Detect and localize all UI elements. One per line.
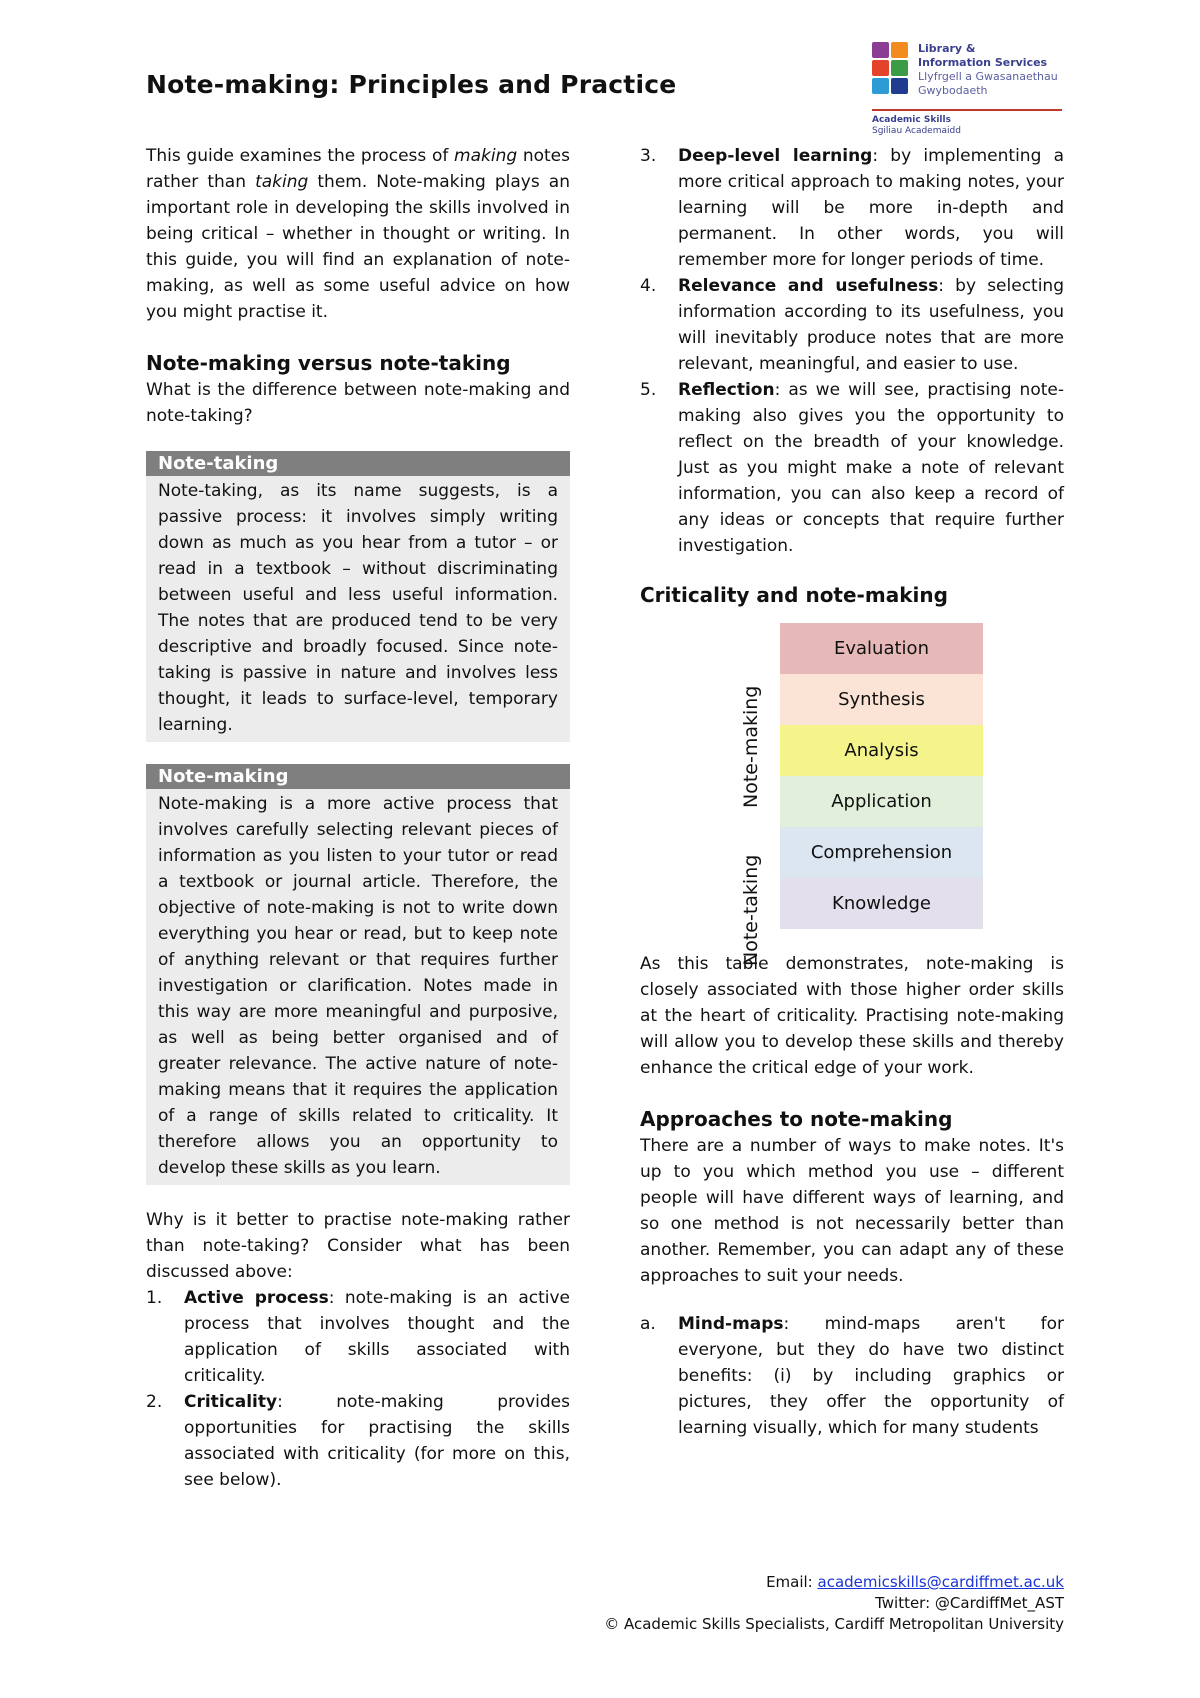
logo-text: Library & Information Services Llyfrgell a Gwasanaethau Gwybodaeth [918, 42, 1058, 97]
list-item: 3. Deep-level learning: by implementing a more critical approach to making notes, your learning will be more in-depth and permanent. In other words, you will remember more for longer periods of time. [640, 146, 1064, 270]
footer-email: Email: academicskills@cardiffmet.ac.uk [766, 1573, 1064, 1591]
left-column [146, 143, 570, 1493]
note-making-box-heading: Note-making [146, 764, 570, 789]
email-link[interactable]: academicskills@cardiffmet.ac.uk [817, 1573, 1064, 1591]
list-item: 1. Active process: note-making is an active process that involves thought and the application of skills associated with criticality. [146, 1288, 570, 1386]
approaches-paragraph: There are a number of ways to make notes. It's up to you which method you use – different people will have different ways of learning, and so one method is not necessarily better than another. Remember, you can adapt any of these approaches to suit your needs. [640, 1136, 1064, 1286]
criticality-table [640, 623, 1064, 966]
side-label-note-making: Note-making [740, 685, 762, 808]
level-evaluation: Evaluation [780, 623, 983, 674]
logo-divider [872, 109, 1062, 111]
note-making-box [146, 764, 570, 1185]
note-taking-box [146, 451, 570, 742]
footer-copyright: © Academic Skills Specialists, Cardiff Metropolitan University [604, 1615, 1064, 1633]
approaches-list [640, 1311, 1064, 1441]
level-application: Application [780, 776, 983, 827]
note-making-box-text: Note-making is a more active process that involves carefully selecting relevant pieces of information as you listen to your tutor or read a textbook or journal article. Therefore, the objective of note-making is not to write down everything you hear or read, but to keep note of anything relevant or that requires further investigation or clarification. Notes made in this way are more meaningful and purposive, as well as being better organised and of greater relevance. The active nature of note-making means that it requires the application of a range of skills related to criticality. It therefore allows you an opportunity to develop these skills as you learn. [158, 794, 558, 1178]
footer-twitter: Twitter: @CardiffMet_AST [875, 1594, 1064, 1612]
note-taking-box-heading: Note-taking [146, 451, 570, 476]
note-taking-box-text: Note-taking, as its name suggests, is a passive process: it involves simply writing down as much as you hear from a tutor – or read in a textbook – without discriminating between useful and less useful information. The notes that are produced tend to be very descriptive and broadly focused. Since note-taking is passive in nature and involves less thought, it leads to surface-level, temporary learning. [158, 481, 558, 735]
level-knowledge: Knowledge [780, 878, 983, 929]
right-column [640, 143, 1064, 1441]
section-question: What is the difference between note-making and note-taking? [146, 380, 570, 426]
page-title: Note-making: Principles and Practice [146, 70, 677, 99]
section-heading-approaches: Approaches to note-making [640, 1107, 953, 1131]
level-comprehension: Comprehension [780, 827, 983, 878]
section-heading-versus: Note-making versus note-taking [146, 351, 511, 375]
side-label-note-taking: Note-taking [740, 854, 762, 966]
list-item: 4. Relevance and usefulness: by selecting information according to its usefulness, you will inevitably produce notes that are more relevant, meaningful, and easier to use. [640, 276, 1064, 374]
level-synthesis: Synthesis [780, 674, 983, 725]
list-item: 5. Reflection: as we will see, practising note-making also gives you the opportunity to reflect on the breadth of your knowledge. Just as you might make a note of relevant information, you can also keep a record of any ideas or concepts that require further investigation. [640, 380, 1064, 556]
intro-paragraph: This guide examines the process of making notes rather than taking them. Note-making plays an important role in developing the skills involved in being critical – whether in thought or writing. In this guide, you will find an explanation of note-making, as well as some useful advice on how you might practise it. [146, 146, 571, 322]
list-item: 2. Criticality: note-making provides opportunities for practising the skills associated with criticality (for more on this, see below). [146, 1392, 570, 1490]
library-logo [872, 42, 1072, 142]
criticality-levels [780, 623, 983, 929]
list-item: a. Mind-maps: mind-maps aren't for everyone, but they do have two distinct benefits: (i) by including graphics or pictures, they offer the opportunity of learning visually, which for many students [640, 1314, 1064, 1438]
criticality-paragraph: As this table demonstrates, note-making is closely associated with those higher order skills at the heart of criticality. Practising note-making will allow you to develop these skills and thereby enhance the critical edge of your work. [640, 954, 1064, 1078]
logo-mark-icon [872, 42, 910, 94]
logo-subtitle: Academic Skills Sgiliau Academaidd [872, 115, 961, 136]
why-paragraph: Why is it better to practise note-making rather than note-taking? Consider what has been discussed above: [146, 1210, 570, 1282]
level-analysis: Analysis [780, 725, 983, 776]
page-footer [604, 1572, 1064, 1635]
section-heading-criticality: Criticality and note-making [640, 583, 948, 607]
reasons-list-part1 [146, 1285, 570, 1493]
reasons-list-part2 [640, 143, 1064, 559]
